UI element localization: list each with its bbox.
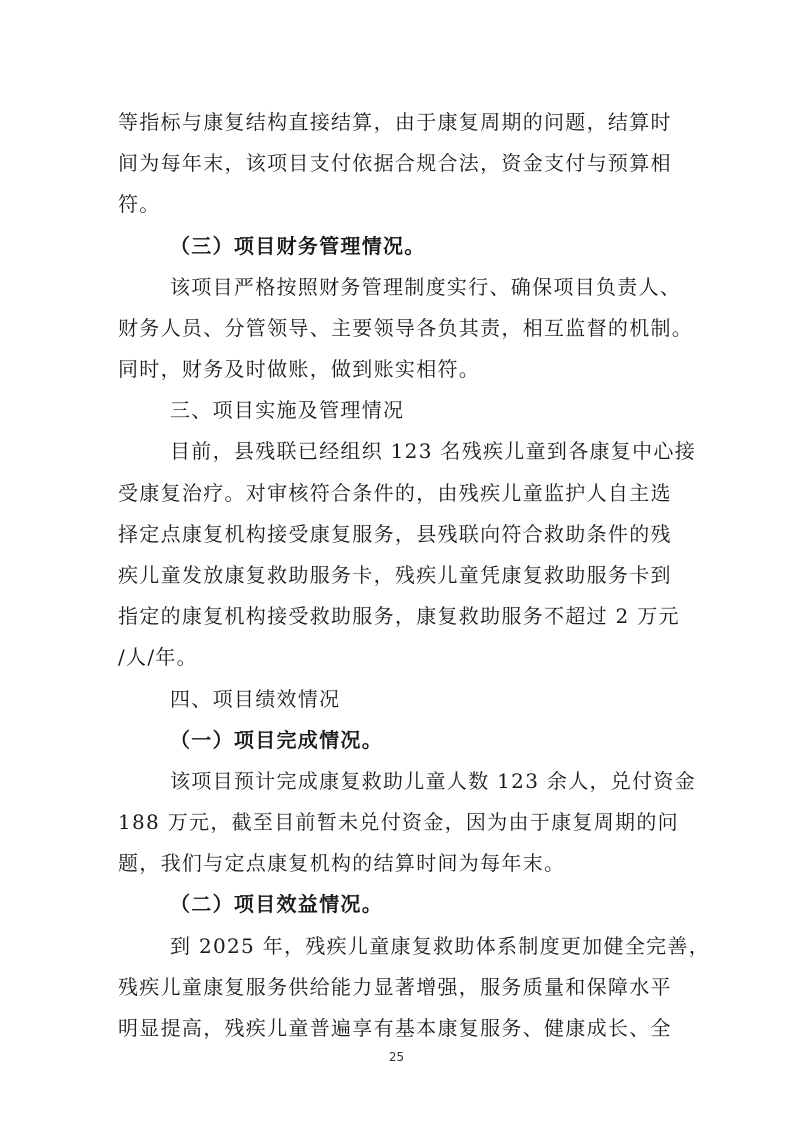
paragraph-line: 题，我们与定点康复机构的结算时间为每年末。 (118, 851, 566, 875)
paragraph-line: 符。 (118, 192, 161, 216)
paragraph-line: 受康复治疗。对审核符合条件的，由残疾儿童监护人自主选 (118, 481, 672, 505)
paragraph-line: 188 万元，截至目前暂未兑付资金，因为由于康复周期的问 (118, 810, 679, 834)
paragraph-line: 该项目预计完成康复救助儿童人数 123 余人，兑付资金 (170, 769, 696, 793)
paragraph-line: 到 2025 年，残疾儿童康复救助体系制度更加健全完善， (170, 934, 711, 958)
paragraph-line: 疾儿童发放康复救助服务卡，残疾儿童凭康复救助服务卡到 (118, 563, 672, 587)
section-heading: 四、项目绩效情况 (170, 687, 341, 711)
paragraph-line: 择定点康复机构接受康复服务，县残联向符合救助条件的残 (118, 522, 672, 546)
section-heading: 三、项目实施及管理情况 (170, 398, 405, 422)
paragraph-line: 财务人员、分管领导、主要领导各负其责，相互监督的机制。 (118, 316, 694, 340)
page-number: 25 (388, 1050, 405, 1064)
paragraph-line: 等指标与康复结构直接结算，由于康复周期的问题，结算时 (118, 110, 672, 134)
paragraph-line: 该项目严格按照财务管理制度实行、确保项目负责人、 (170, 275, 682, 299)
paragraph-line: 指定的康复机构接受救助服务，康复救助服务不超过 2 万元 (118, 604, 680, 628)
subsection-heading: （一）项目完成情况。 (170, 728, 383, 752)
subsection-heading: （三）项目财务管理情况。 (170, 234, 426, 258)
paragraph-line: 目前，县残联已经组织 123 名残疾儿童到各康复中心接 (170, 439, 696, 463)
paragraph-line: 残疾儿童康复服务供给能力显著增强，服务质量和保障水平 (118, 975, 672, 999)
paragraph-line: /人/年。 (118, 645, 198, 669)
paragraph-line: 明显提高，残疾儿童普遍享有基本康复服务、健康成长、全 (118, 1016, 672, 1040)
paragraph-line: 同时，财务及时做账，做到账实相符。 (118, 357, 481, 381)
paragraph-line: 间为每年末，该项目支付依据合规合法，资金支付与预算相 (118, 151, 672, 175)
subsection-heading: （二）项目效益情况。 (170, 892, 383, 916)
